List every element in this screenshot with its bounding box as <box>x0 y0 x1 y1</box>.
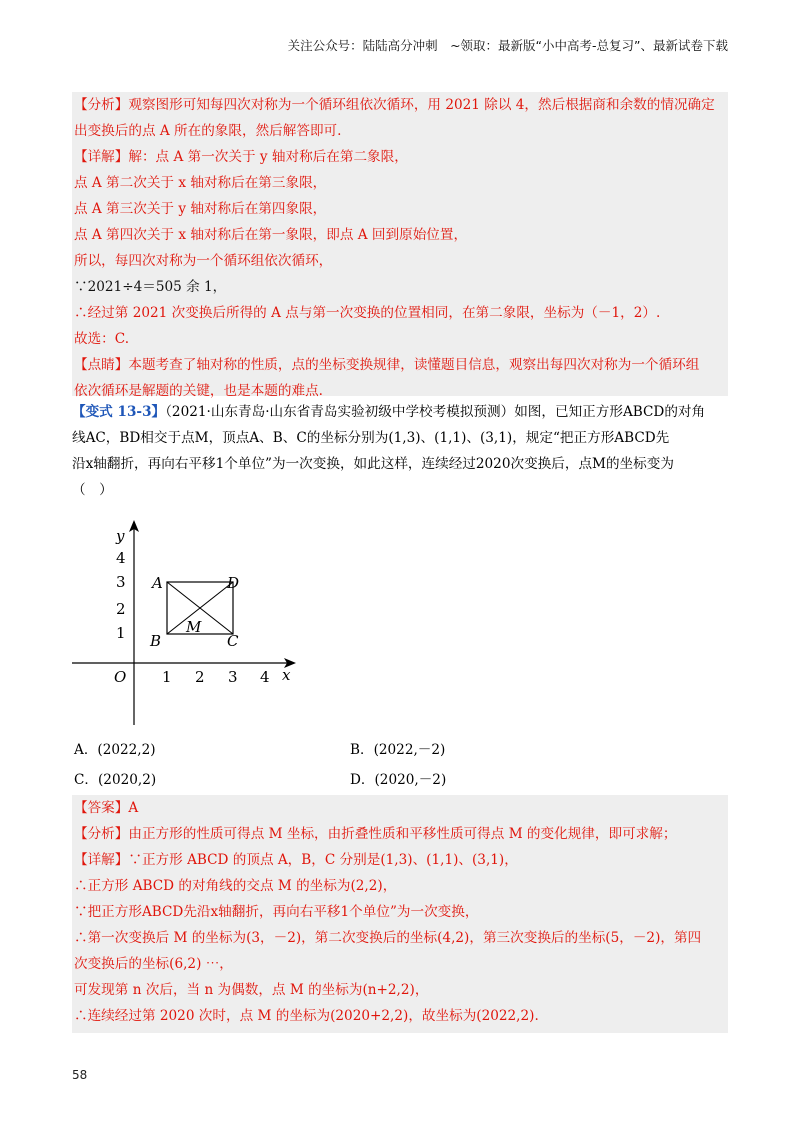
detail2-line-1 <box>72 847 728 873</box>
detail-line-3: 点 A 第三次关于 y 轴对称后在第四象限， <box>74 201 327 217</box>
analysis-line-1 <box>72 92 728 118</box>
detail-tag: 【详解】 <box>74 149 129 165</box>
detail-line-5: 所以，每四次对称为一个循环组依次循环， <box>74 253 333 269</box>
detail2-text: ∵正方形 ABCD 的顶点 A，B，C 分别是(1,3)、(1,1)、(3,1)， <box>128 852 518 868</box>
comment-tag: 【点睛】 <box>74 357 129 373</box>
detail-line-6: ∵2021÷4＝505 余 1， <box>74 279 227 295</box>
solution-block-2 <box>72 795 728 1033</box>
comment-text: 本题考查了轴对称的性质，点的坐标变换规律，读懂题目信息，观察出每四次对称为一个循环组 <box>128 357 700 373</box>
x-tick-1: 1 <box>162 668 172 686</box>
question-line-1 <box>72 399 732 425</box>
x-tick-2: 2 <box>195 668 205 686</box>
question-line-2: 线AC，BD相交于点M，顶点A、B、C的坐标分别为(1,3)、(1,1)、(3,1)，规定“把正方形ABCD先 <box>72 430 670 446</box>
detail2-line-5: 次变换后的坐标(6,2) ⋯， <box>74 956 233 972</box>
option-a[interactable]: A．(2022,2) <box>74 742 156 758</box>
analysis-text: 观察图形可知每四次对称为一个循环组依次循环，用 2021 除以 4，然后根据商和余数的情况确定 <box>128 97 715 113</box>
question-block <box>72 399 732 503</box>
point-a-label: A <box>152 574 163 592</box>
question-text-1: （2021·山东青岛·山东省青岛实验初级中学校考模拟预测）如图，已知正方形ABCD的对角 <box>165 404 706 420</box>
comment-line-2: 依次循环是解题的关键，也是本题的难点. <box>74 383 324 399</box>
detail-line-8: 故选：C. <box>74 331 130 347</box>
question-tag: 【变式 13-3】 <box>72 404 166 420</box>
analysis2-text: 由正方形的性质可得点 M 坐标，由折叠性质和平移性质可得点 M 的变化规律，即可求解； <box>128 826 677 842</box>
detail2-line-6: 可发现第 n 次后，当 n 为偶数，点 M 的坐标为(n+2,2)， <box>74 982 429 998</box>
question-line-3: 沿x轴翻折，再向右平移1个单位”为一次变换，如此这样，连续经过2020次变换后，点M的坐标变为 <box>72 456 674 472</box>
detail2-line-7: ∴连续经过第 2020 次时，点 M 的坐标为(2020+2,2)，故坐标为(2022,2). <box>74 1008 539 1024</box>
point-b-label: B <box>150 632 162 650</box>
analysis2-tag: 【分析】 <box>74 826 129 842</box>
comment-line-1 <box>72 352 728 378</box>
solution-block-1 <box>72 92 728 399</box>
origin-label: O <box>114 668 127 686</box>
y-tick-4: 4 <box>116 549 126 567</box>
point-d-label: D <box>227 574 240 592</box>
option-d[interactable]: D．(2020,－2) <box>350 772 447 788</box>
y-tick-3: 3 <box>116 573 126 591</box>
detail-line-1 <box>72 144 728 170</box>
y-tick-2: 2 <box>116 600 126 618</box>
detail-line-2: 点 A 第二次关于 x 轴对称后在第三象限， <box>74 175 327 191</box>
question-line-4: （ ） <box>72 482 113 498</box>
analysis2-line-1 <box>72 821 728 847</box>
x-tick-4: 4 <box>260 668 270 686</box>
analysis-tag: 【分析】 <box>74 97 129 113</box>
y-axis-label: y <box>116 527 125 545</box>
analysis-line-2: 出变换后的点 A 所在的象限，然后解答即可. <box>74 123 342 139</box>
detail2-line-3: ∵把正方形ABCD先沿x轴翻折，再向右平移1个单位”为一次变换， <box>74 904 479 920</box>
option-c[interactable]: C．(2020,2) <box>74 772 157 788</box>
point-c-label: C <box>227 632 239 650</box>
detail-text: 解：点 A 第一次关于 y 轴对称后在第二象限， <box>128 149 408 165</box>
x-tick-3: 3 <box>228 668 238 686</box>
detail2-tag: 【详解】 <box>74 852 129 868</box>
coordinate-graph <box>70 515 310 730</box>
point-m-label: M <box>186 618 202 636</box>
detail2-line-2: ∴正方形 ABCD 的对角线的交点 M 的坐标为(2,2)， <box>74 878 397 894</box>
answer-line: 【答案】A <box>74 800 139 816</box>
page-header: 关注公众号：陆陆高分冲刺 ~领取：最新版“小中高考-总复习”、最新试卷下载 <box>287 38 728 53</box>
detail-line-7: ∴经过第 2021 次变换后所得的 A 点与第一次变换的位置相同，在第二象限，坐标为（－1，2）. <box>74 305 661 321</box>
x-axis-label: x <box>282 666 291 684</box>
page-number: 58 <box>72 1068 88 1082</box>
option-b[interactable]: B．(2022,－2) <box>350 742 446 758</box>
y-tick-1: 1 <box>116 624 126 642</box>
detail-line-4: 点 A 第四次关于 x 轴对称后在第一象限，即点 A 回到原始位置， <box>74 227 468 243</box>
detail2-line-4: ∴第一次变换后 M 的坐标为(3，－2)，第二次变换后的坐标(4,2)，第三次变换后的坐标(5，－2)，第四 <box>74 930 702 946</box>
